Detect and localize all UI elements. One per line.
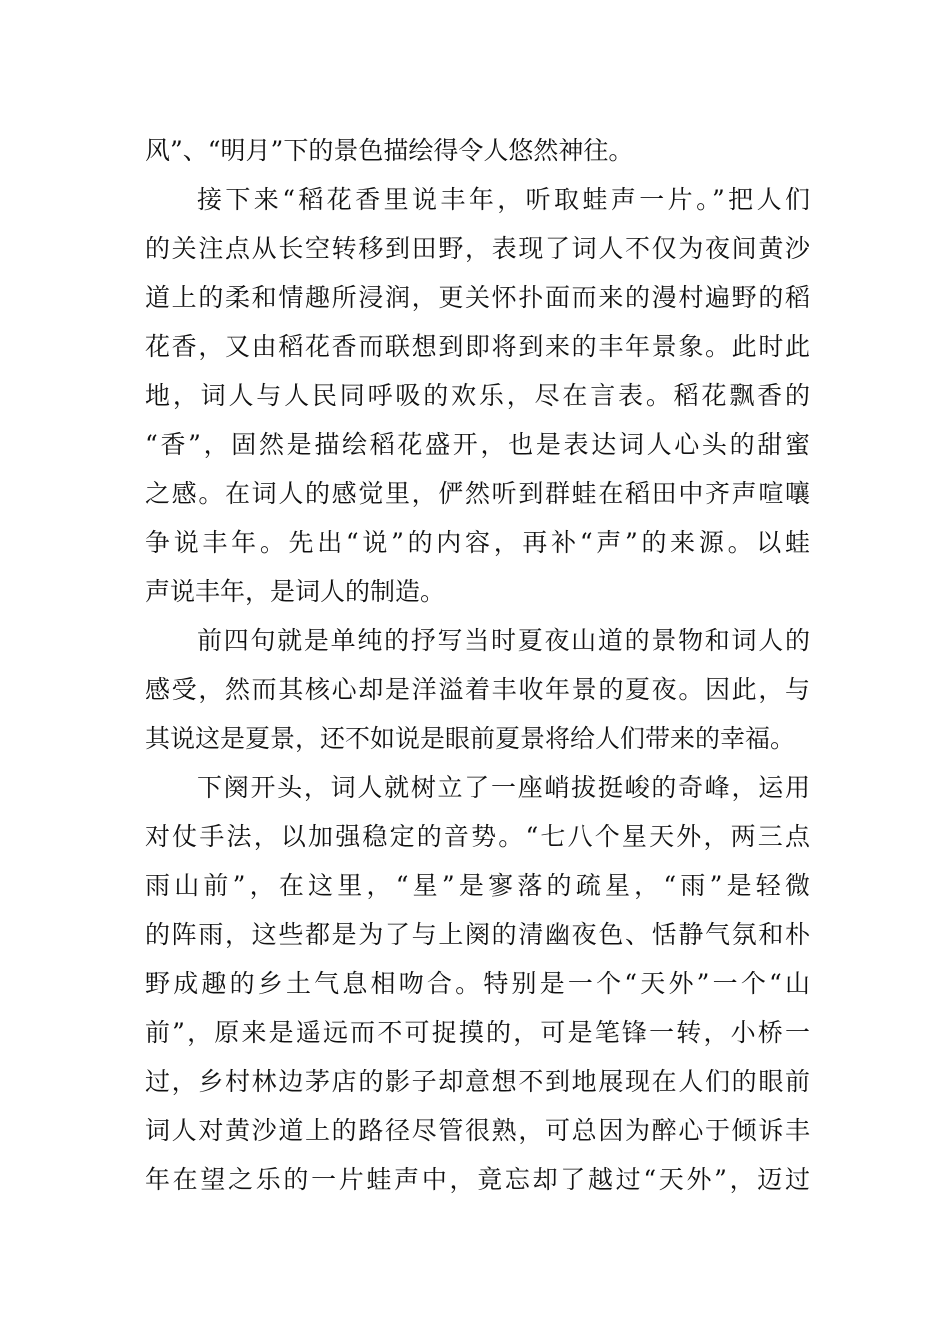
text-line: 地，词人与人民同呼吸的欢乐，尽在言表。稻花飘香的 (145, 381, 810, 410)
text-line: 感受，然而其核心却是洋溢着丰收年景的夏夜。因此，与 (145, 675, 810, 704)
text-line: 争说丰年。先出“说”的内容，再补“声”的来源。以蛙 (145, 528, 810, 557)
text-line: 花香，又由稻花香而联想到即将到来的丰年景象。此时此 (145, 332, 810, 361)
text-line: 对仗手法，以加强稳定的音势。“七八个星天外，两三点 (145, 822, 810, 851)
text-line: 的阵雨，这些都是为了与上阕的清幽夜色、恬静气氛和朴 (145, 920, 810, 949)
body-text (145, 126, 810, 1204)
text-line: 年在望之乐的一片蛙声中，竟忘却了越过“天外”，迈过 (145, 1165, 810, 1194)
text-line: 声说丰年，是词人的制造。 (145, 577, 446, 606)
text-line: 道上的柔和情趣所浸润，更关怀扑面而来的漫村遍野的稻 (145, 283, 810, 312)
text-line: 前”，原来是遥远而不可捉摸的，可是笔锋一转，小桥一 (145, 1018, 810, 1047)
text-line: 的关注点从长空转移到田野，表现了词人不仅为夜间黄沙 (145, 234, 810, 263)
text-line: 其说这是夏景，还不如说是眼前夏景将给人们带来的幸福。 (145, 724, 796, 753)
text-line: 野成趣的乡土气息相吻合。特别是一个“天外”一个“山 (145, 969, 810, 998)
text-line: 之感。在词人的感觉里，俨然听到群蛙在稻田中齐声喧嚷 (145, 479, 810, 508)
text-line: 词人对黄沙道上的路径尽管很熟，可总因为醉心于倾诉丰 (145, 1116, 810, 1145)
text-line: 雨山前”，在这里，“星”是寥落的疏星，“雨”是轻微 (145, 871, 810, 900)
paragraph-first-line: 接下来“稻花香里说丰年，听取蛙声一片。”把人们 (197, 185, 810, 214)
paragraph-first-line: 下阕开头，词人就树立了一座峭拔挺峻的奇峰，运用 (197, 773, 810, 802)
text-line: 过，乡村林边茅店的影子却意想不到地展现在人们的眼前 (145, 1067, 810, 1096)
text-line: “香”，固然是描绘稻花盛开，也是表达词人心头的甜蜜 (145, 430, 810, 459)
paragraph-first-line: 前四句就是单纯的抒写当时夏夜山道的景物和词人的 (197, 626, 810, 655)
text-line: 风”、“明月”下的景色描绘得令人悠然神往。 (145, 136, 634, 165)
